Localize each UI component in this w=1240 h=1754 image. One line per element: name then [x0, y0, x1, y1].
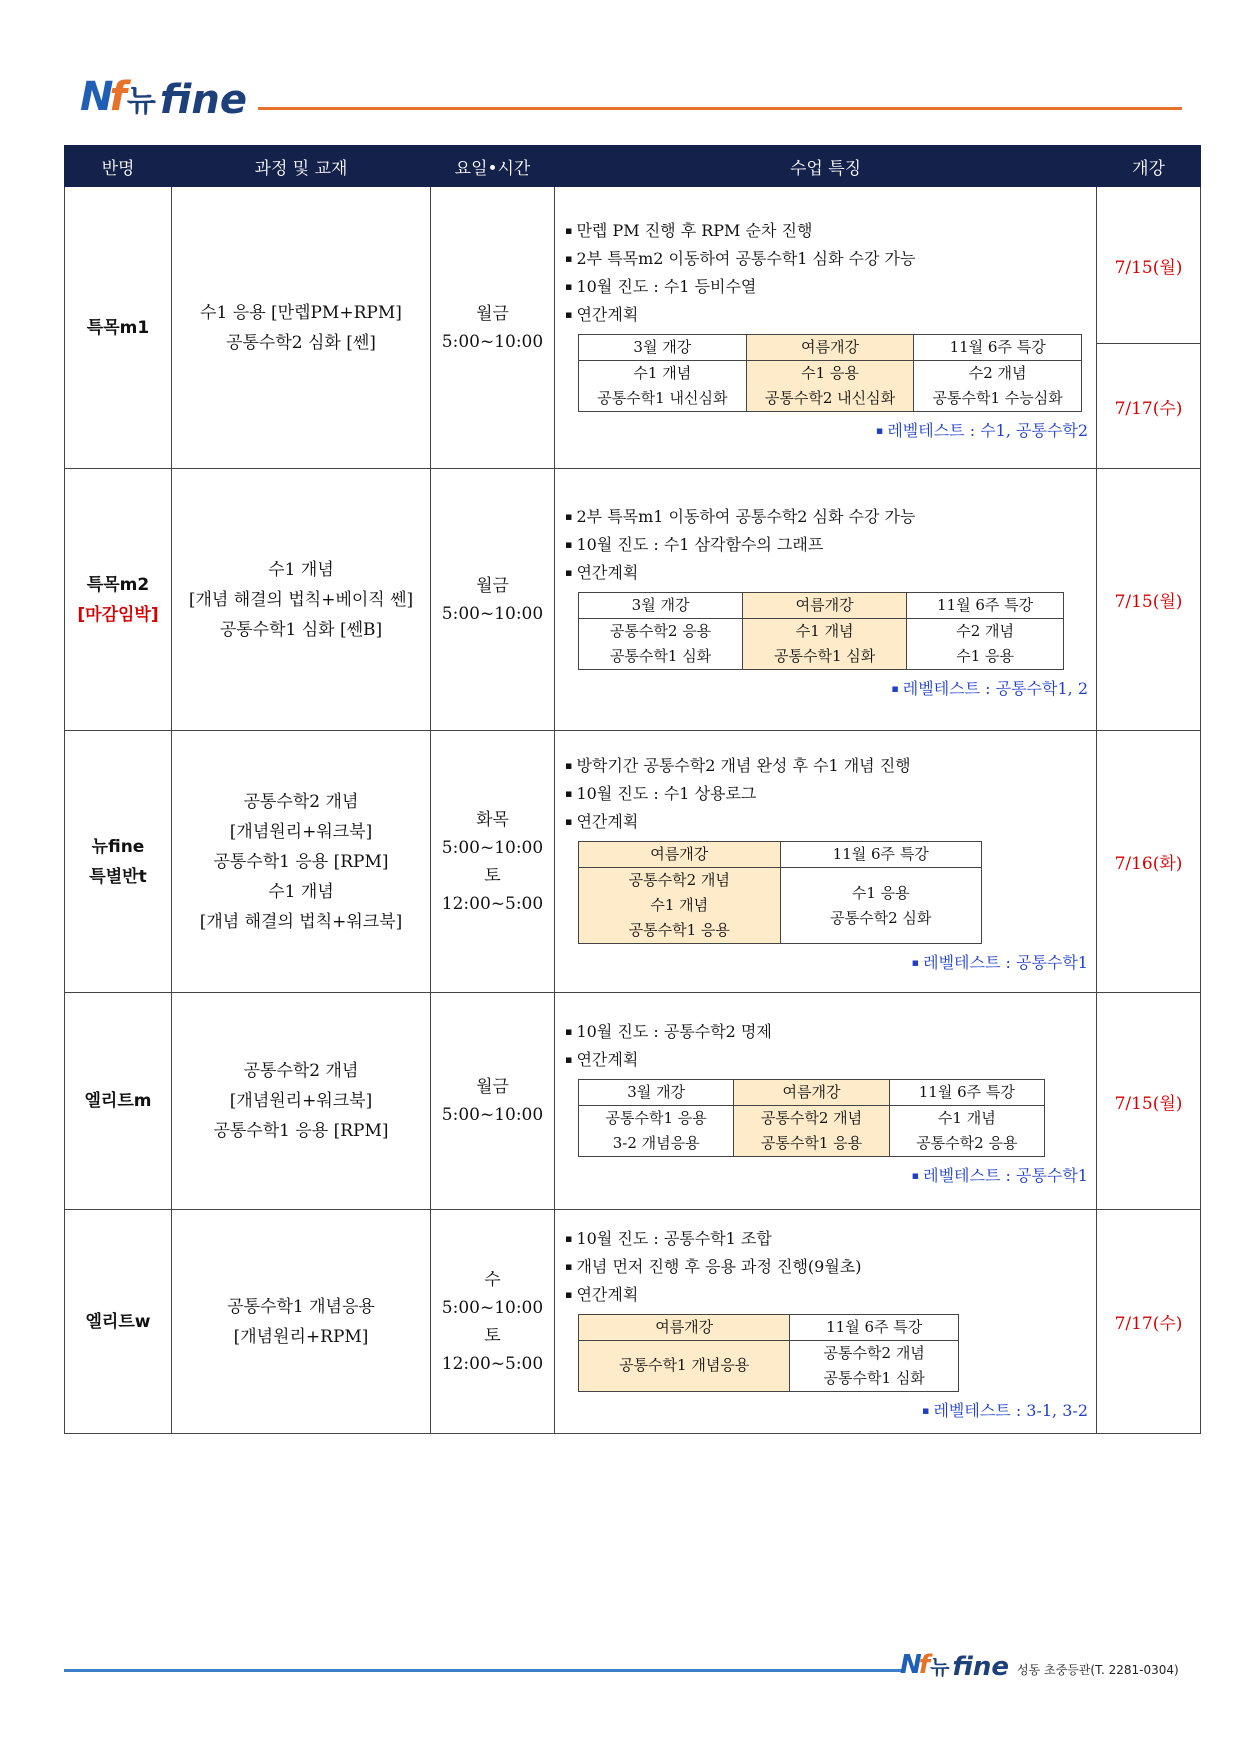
plan-head: 11월 6주 특강	[907, 592, 1064, 618]
course-line: [개념원리+RPM]	[233, 1326, 369, 1347]
feature-bullet: ▪ 만렙 PM 진행 후 RPM 순차 진행	[565, 217, 1088, 245]
open-date: 7/15(월)	[1097, 187, 1200, 344]
plan-cell: 공통수학1 응용 3-2 개념응용	[579, 1106, 734, 1157]
plan-cell: 수2 개념 수1 응용	[907, 618, 1064, 669]
time-cell	[431, 469, 555, 731]
course-line: [개념 해결의 법칙+베이직 쎈]	[188, 589, 414, 610]
plan-head: 11월 6주 특강	[780, 842, 982, 868]
course-line: 수1 응용 [만렙PM+RPM]	[200, 302, 402, 323]
time-cell	[431, 1210, 555, 1434]
course-line: 공통수학2 개념	[243, 1061, 359, 1081]
time-line: 화목	[476, 809, 509, 830]
open-date: 7/16(화)	[1114, 854, 1183, 874]
feature-bullet: ▪ 연간계획	[565, 559, 1088, 587]
level-test: ▪ 레벨테스트 : 공통수학1	[565, 1163, 1088, 1186]
time-line: 월금	[476, 1077, 509, 1097]
course-line: [개념 해결의 법칙+워크북]	[199, 911, 403, 932]
course-cell	[172, 469, 431, 731]
table-row	[65, 731, 1201, 993]
annual-plan-table	[578, 841, 982, 944]
open-date-cell	[1097, 993, 1201, 1210]
course-cell	[172, 993, 431, 1210]
course-line: [개념원리+워크북]	[229, 1091, 373, 1111]
schedule-table	[64, 145, 1201, 1434]
course-line: 공통수학2 개념	[243, 791, 359, 812]
header-course: 과정 및 교재	[172, 146, 431, 187]
plan-cell: 수2 개념 공통수학1 수능심화	[914, 360, 1082, 411]
class-name: 특목m2	[86, 574, 150, 595]
level-test: ▪ 레벨테스트 : 공통수학1	[565, 950, 1088, 973]
course-cell	[172, 187, 431, 469]
feature-bullet: ▪ 연간계획	[565, 301, 1088, 329]
plan-cell: 공통수학2 응용 공통수학1 심화	[579, 618, 743, 669]
annual-plan-table	[578, 592, 1064, 670]
class-name-cell	[65, 1210, 172, 1434]
deadline-badge: [마감임박]	[77, 604, 159, 625]
table-row	[65, 469, 1201, 731]
open-date: 7/15(월)	[1114, 1093, 1183, 1114]
header-features: 수업 특징	[555, 146, 1097, 187]
annual-plan-table	[578, 1314, 959, 1392]
feature-bullet: ▪ 개념 먼저 진행 후 응용 과정 진행(9월초)	[565, 1253, 1088, 1281]
plan-cell: 공통수학1 개념응용	[579, 1340, 790, 1391]
class-name-cell	[65, 731, 172, 993]
table-header-row	[65, 146, 1201, 187]
feature-bullet: ▪ 2부 특목m2 이동하여 공통수학1 심화 수강 가능	[565, 245, 1088, 273]
logo-name-en: fine	[952, 1652, 1010, 1682]
header-class: 반명	[65, 146, 172, 187]
open-date-cell	[1097, 1210, 1201, 1434]
features-cell	[555, 731, 1097, 993]
course-cell	[172, 731, 431, 993]
class-name: 뉴fine	[91, 836, 145, 857]
feature-bullet: ▪ 방학기간 공통수학2 개념 완성 후 수1 개념 진행	[565, 752, 1088, 780]
footer-rule	[64, 1669, 904, 1672]
course-line: 공통수학1 응용 [RPM]	[213, 851, 389, 872]
time-line: 수	[484, 1269, 501, 1290]
feature-bullet: ▪ 10월 진도 : 수1 삼각함수의 그래프	[565, 531, 1088, 559]
class-name: 엘리트m	[84, 1091, 152, 1111]
footer-logo	[900, 1650, 1179, 1680]
feature-bullet: ▪ 2부 특목m1 이동하여 공통수학2 심화 수강 가능	[565, 503, 1088, 531]
annual-plan-table	[578, 1079, 1045, 1157]
logo-mark: Nf	[900, 1650, 928, 1680]
feature-bullet: ▪ 10월 진도 : 수1 등비수열	[565, 273, 1088, 301]
course-cell	[172, 1210, 431, 1434]
course-line: 공통수학2 심화 [쎈]	[226, 332, 376, 353]
open-date-cell	[1097, 731, 1201, 993]
course-line: 공통수학1 응용 [RPM]	[213, 1121, 389, 1141]
course-line: [개념원리+워크북]	[229, 821, 373, 842]
plan-head: 여름개강	[579, 842, 781, 868]
plan-head: 여름개강	[743, 592, 907, 618]
features-cell	[555, 187, 1097, 469]
time-line: 5:00~10:00	[441, 1105, 544, 1125]
plan-cell: 수1 개념 공통수학1 내신심화	[579, 360, 747, 411]
time-line: 5:00~10:00	[441, 837, 544, 858]
time-line: 5:00~10:00	[441, 1297, 544, 1318]
time-line: 월금	[476, 575, 509, 596]
level-test: ▪ 레벨테스트 : 공통수학1, 2	[565, 676, 1088, 699]
plan-cell: 공통수학2 개념 공통수학1 심화	[790, 1340, 959, 1391]
class-name-cell	[65, 993, 172, 1210]
time-line: 월금	[476, 303, 509, 324]
plan-head: 3월 개강	[579, 1080, 734, 1106]
level-test: ▪ 레벨테스트 : 수1, 공통수학2	[565, 418, 1088, 441]
plan-head: 11월 6주 특강	[889, 1080, 1044, 1106]
time-line: 12:00~5:00	[441, 1353, 544, 1374]
features-cell	[555, 469, 1097, 731]
features-cell	[555, 1210, 1097, 1434]
time-cell	[431, 187, 555, 469]
time-line: 토	[484, 865, 501, 886]
header-open: 개강	[1097, 146, 1201, 187]
feature-bullet: ▪ 10월 진도 : 수1 상용로그	[565, 780, 1088, 808]
class-name: 엘리트w	[85, 1311, 151, 1332]
annual-plan-table	[578, 334, 1082, 412]
open-date: 7/17(수)	[1114, 1314, 1183, 1334]
class-name: 특목m1	[86, 317, 150, 338]
plan-cell: 수1 개념 공통수학2 응용	[889, 1106, 1044, 1157]
logo-name-en: fine	[159, 77, 247, 123]
plan-cell: 공통수학2 개념 공통수학1 응용	[734, 1106, 889, 1157]
plan-cell: 수1 개념 공통수학1 심화	[743, 618, 907, 669]
plan-head: 여름개강	[579, 1314, 790, 1340]
level-test: ▪ 레벨테스트 : 3-1, 3-2	[565, 1398, 1088, 1421]
plan-head: 11월 6주 특강	[790, 1314, 959, 1340]
time-line: 토	[484, 1325, 501, 1346]
features-cell	[555, 993, 1097, 1210]
table-row	[65, 993, 1201, 1210]
plan-head: 여름개강	[746, 334, 914, 360]
plan-cell: 수1 응용 공통수학2 심화	[780, 868, 982, 944]
feature-bullet: ▪ 연간계획	[565, 808, 1088, 836]
logo-name-kr: 뉴	[930, 1655, 950, 1679]
feature-bullet: ▪ 연간계획	[565, 1046, 1088, 1074]
time-cell	[431, 731, 555, 993]
plan-head: 여름개강	[734, 1080, 889, 1106]
course-line: 수1 개념	[268, 881, 334, 902]
header-rule	[258, 107, 1182, 110]
feature-bullet: ▪ 10월 진도 : 공통수학2 명제	[565, 1018, 1088, 1046]
time-line: 5:00~10:00	[441, 603, 544, 624]
feature-bullet: ▪ 10월 진도 : 공통수학1 조합	[565, 1225, 1088, 1253]
open-date-cell	[1097, 469, 1201, 731]
time-cell	[431, 993, 555, 1210]
table-row	[65, 187, 1201, 469]
course-line: 공통수학1 심화 [쎈B]	[219, 619, 383, 640]
logo-mark: Nf	[80, 74, 123, 120]
plan-head: 3월 개강	[579, 592, 743, 618]
plan-head: 3월 개강	[579, 334, 747, 360]
time-line: 12:00~5:00	[441, 893, 544, 914]
header-time: 요일•시간	[431, 146, 555, 187]
plan-cell: 수1 응용 공통수학2 내신심화	[746, 360, 914, 411]
class-name-cell	[65, 469, 172, 731]
course-line: 수1 개념	[268, 559, 334, 580]
open-date-cell	[1097, 187, 1201, 469]
class-name-cell	[65, 187, 172, 469]
feature-bullet: ▪ 연간계획	[565, 1281, 1088, 1309]
table-row	[65, 1210, 1201, 1434]
open-date: 7/15(월)	[1114, 592, 1183, 612]
logo-name-kr: 뉴	[126, 84, 156, 119]
plan-head: 11월 6주 특강	[914, 334, 1082, 360]
time-line: 5:00~10:00	[441, 331, 544, 352]
course-line: 공통수학1 개념응용	[227, 1296, 375, 1317]
brand-logo	[80, 74, 247, 123]
plan-cell: 공통수학2 개념 수1 개념 공통수학1 응용	[579, 868, 781, 944]
open-date: 7/17(수)	[1114, 398, 1183, 419]
branch-contact: 성동 초중등관(T. 2281-0304)	[1017, 1663, 1179, 1677]
class-name: 특별반t	[89, 866, 147, 887]
